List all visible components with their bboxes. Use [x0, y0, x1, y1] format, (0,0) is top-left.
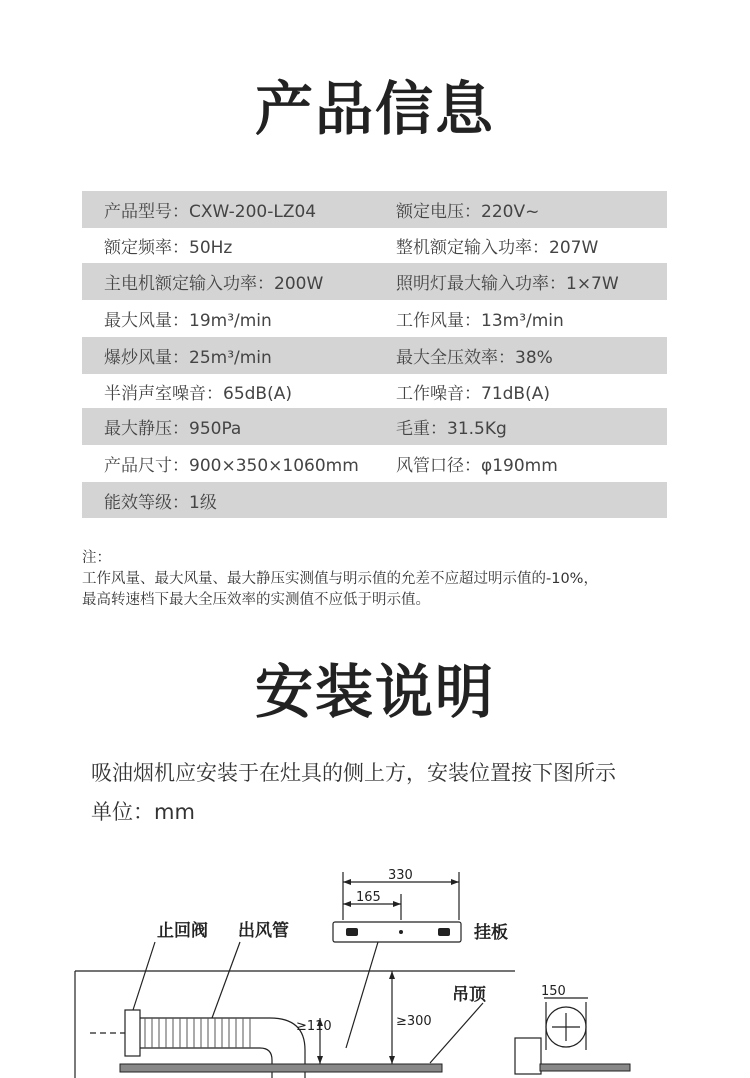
spec-cell: 照明灯最大输入功率：1×7W	[396, 274, 619, 294]
dim-150: 150	[541, 984, 566, 999]
spec-cell: 最大风量：19m³/min	[104, 311, 272, 331]
label-check-valve: 止回阀	[157, 921, 208, 941]
spec-cell: 工作噪音：71dB(A)	[396, 383, 550, 404]
table-row	[82, 482, 667, 518]
install-description: 吸油烟机应安装于在灶具的侧上方，安装位置按下图所示	[91, 761, 616, 785]
spec-cell: 最大全压效率：38%	[396, 348, 553, 368]
label-ceiling: 吊顶	[452, 985, 486, 1005]
spec-cell: 产品型号：CXW-200-LZ04	[104, 202, 317, 222]
spec-cell: 风管口径：φ190mm	[396, 456, 558, 476]
spec-cell: 半消声室噪音：65dB(A)	[104, 383, 292, 404]
table-row	[82, 374, 667, 408]
install-title: 安装说明	[254, 658, 495, 726]
label-outlet-pipe: 出风管	[238, 921, 289, 941]
spec-cell: 毛重：31.5Kg	[396, 419, 507, 439]
spec-table	[82, 191, 667, 518]
table-row	[82, 408, 667, 445]
installation-diagram	[0, 850, 750, 1078]
dim-300: ≥300	[396, 1014, 432, 1029]
spec-cell: 额定电压：220V~	[396, 202, 540, 222]
label-hanging-plate: 挂板	[474, 923, 508, 943]
note-line: 最高转速档下最大全压效率的实测值不应低于明示值。	[82, 592, 430, 608]
table-row	[82, 228, 667, 263]
note-line: 工作风量、最大风量、最大静压实测值与明示值的允差不应超过明示值的-10%，	[82, 571, 598, 587]
table-row	[82, 191, 667, 228]
spec-cell: 能效等级：1级	[104, 492, 217, 513]
spec-cell: 额定频率：50Hz	[104, 238, 233, 258]
spec-cell: 爆炒风量：25m³/min	[104, 348, 272, 368]
spec-cell: 整机额定输入功率：207W	[396, 238, 599, 258]
spec-cell: 最大静压：950Pa	[104, 419, 242, 439]
table-row	[82, 337, 667, 374]
note-label: 注：	[82, 550, 111, 566]
dim-110: ≥110	[296, 1019, 332, 1034]
dim-330: 330	[388, 868, 413, 883]
spec-cell: 主电机额定输入功率：200W	[104, 274, 324, 294]
product-info-title: 产品信息	[254, 75, 495, 143]
dim-165: 165	[356, 890, 381, 905]
spec-note	[82, 548, 598, 611]
unit-text: 单位：mm	[91, 800, 195, 824]
table-row	[82, 300, 667, 337]
table-row	[82, 445, 667, 482]
spec-cell: 产品尺寸：900×350×1060mm	[104, 456, 359, 476]
table-row	[82, 263, 667, 300]
spec-cell: 工作风量：13m³/min	[396, 311, 564, 331]
